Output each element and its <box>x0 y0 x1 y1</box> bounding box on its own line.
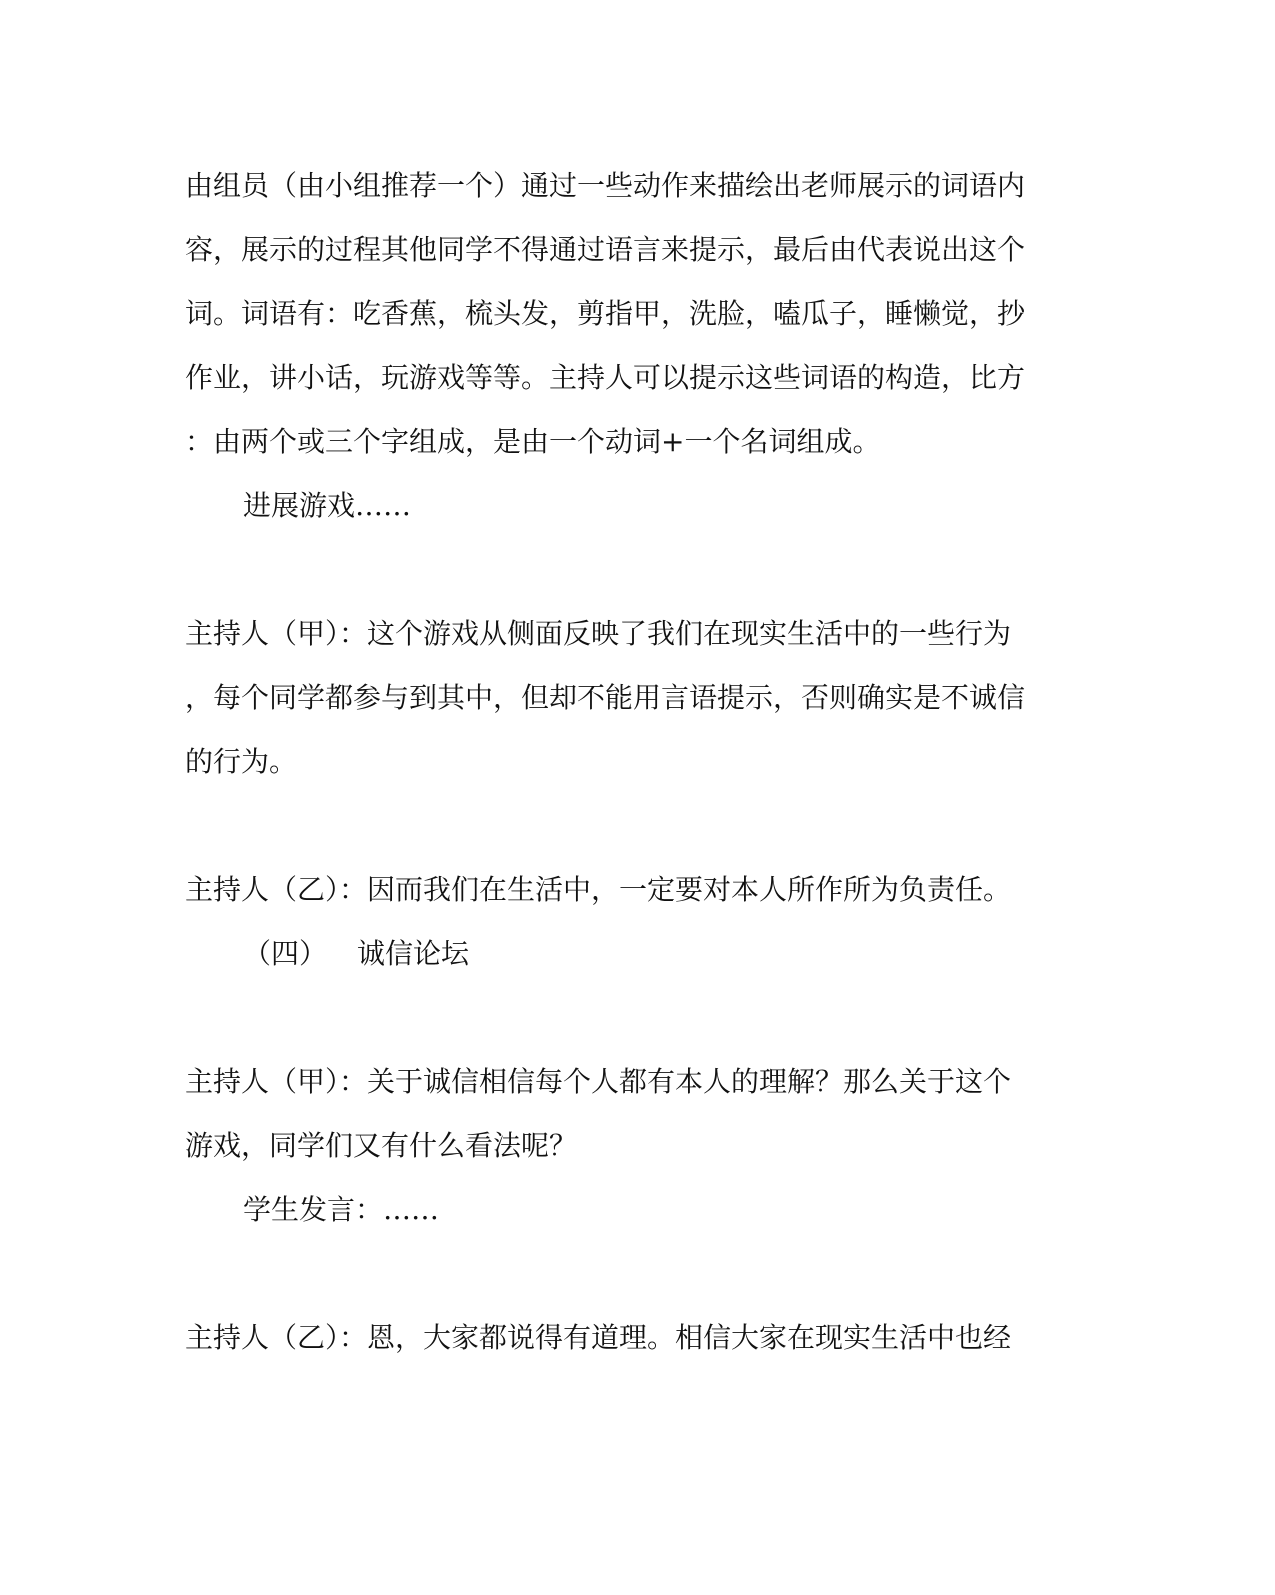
student-speech-line: 学生发言：…… <box>243 1193 440 1226</box>
section-number: （四） <box>243 937 328 970</box>
paragraph-line: 容，展示的过程其他同学不得通过语言来提示，最后由代表说出这个 <box>185 233 1026 266</box>
host-a-line: 主持人（甲）：这个游戏从侧面反映了我们在现实生活中的一些行为 <box>185 617 1012 650</box>
paragraph-line: ：由两个或三个字组成，是由一个动词+一个名词组成。 <box>185 425 881 458</box>
paragraph-line: 词。词语有：吃香蕉，梳头发，剪指甲，洗脸，嗑瓜子，睡懒觉，抄 <box>185 297 1026 330</box>
host-b-line: 主持人（乙）：因而我们在生活中，一定要对本人所作所为负责任。 <box>185 873 1012 906</box>
host-a-line: 的行为。 <box>185 745 298 778</box>
section-title: 诚信论坛 <box>357 937 470 970</box>
host-a-line: 主持人（甲）：关于诚信相信每个人都有本人的理解？那么关于这个 <box>185 1065 1012 1098</box>
host-a-line: ，每个同学都参与到其中，但却不能用言语提示，否则确实是不诚信 <box>185 681 1026 714</box>
section-heading <box>243 934 1113 974</box>
progress-line: 进展游戏…… <box>243 489 412 522</box>
host-b-line: 主持人（乙）：恩，大家都说得有道理。相信大家在现实生活中也经 <box>185 1321 1012 1354</box>
paragraph-line: 由组员（由小组推荐一个）通过一些动作来描绘出老师展示的词语内 <box>185 169 1026 202</box>
host-a-line: 游戏，同学们又有什么看法呢？ <box>185 1129 578 1162</box>
paragraph-line: 作业，讲小话，玩游戏等等。主持人可以提示这些词语的构造，比方 <box>185 361 1026 394</box>
